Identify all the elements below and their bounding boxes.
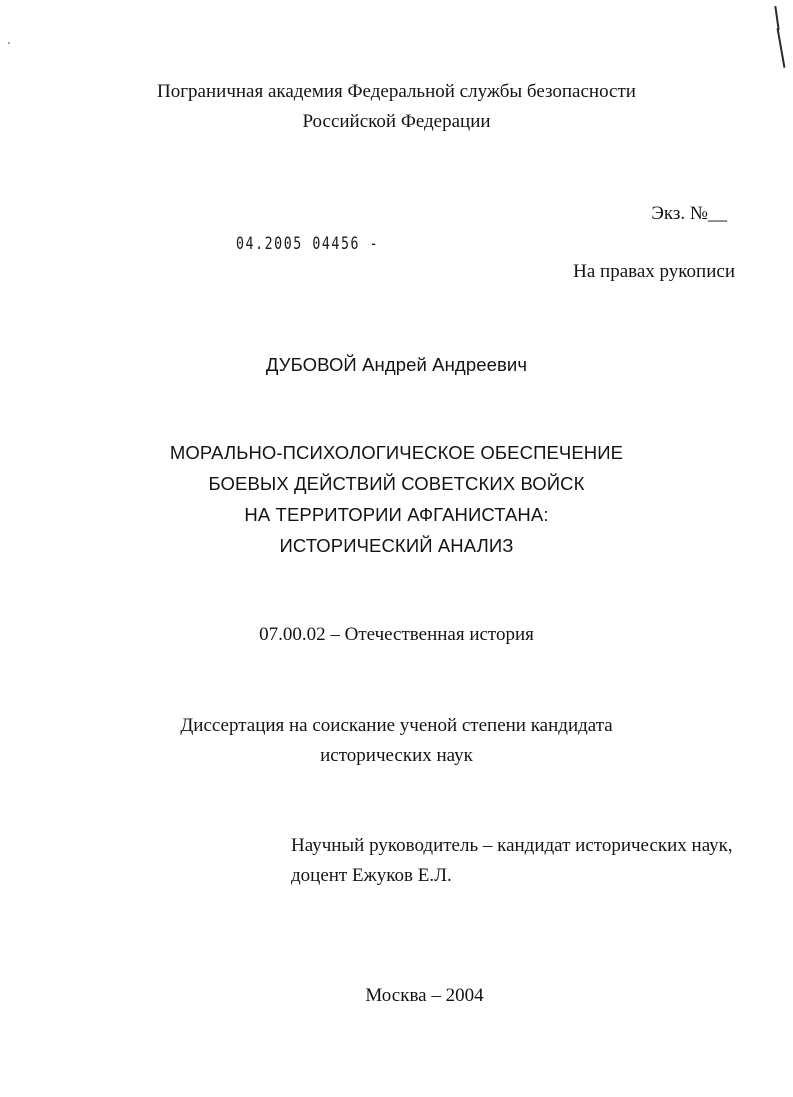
scan-dust-dot [8,42,10,44]
scan-edge-mark [777,28,786,68]
institution-line-1: Пограничная академия Федеральной службы безопасности [157,81,636,102]
copy-number: Экз. №__ [651,203,727,224]
author-name: ДУБОВОЙ Андрей Андреевич [265,354,528,375]
dissertation-line-2: исторических наук [320,745,473,766]
title-line-2: БОЕВЫХ ДЕЙСТВИЙ СОВЕТСКИХ ВОЙСК [208,473,585,494]
title-line-1: МОРАЛЬНО-ПСИХОЛОГИЧЕСКОЕ ОБЕСПЕЧЕНИЕ [169,442,624,463]
title-line-4: ИСТОРИЧЕСКИЙ АНАЛИЗ [279,535,514,556]
specialty: 07.00.02 – Отечественная история [259,624,534,645]
supervisor-line-2: доцент Ежуков Е.Л. [291,865,452,886]
place-year: Москва – 2004 [365,985,484,1006]
title-line-3: НА ТЕРРИТОРИИ АФГАНИСТАНА: [244,504,549,525]
supervisor-line-1: Научный руководитель – кандидат исторических наук, [291,835,733,856]
dissertation-line-1: Диссертация на соискание ученой степени кандидата [180,715,613,736]
institution-line-2: Российской Федерации [302,111,491,132]
manuscript-note: На правах рукописи [573,261,735,282]
scan-edge-mark [774,6,779,30]
registration-stamp: 04.2005 04456 - [236,234,380,254]
